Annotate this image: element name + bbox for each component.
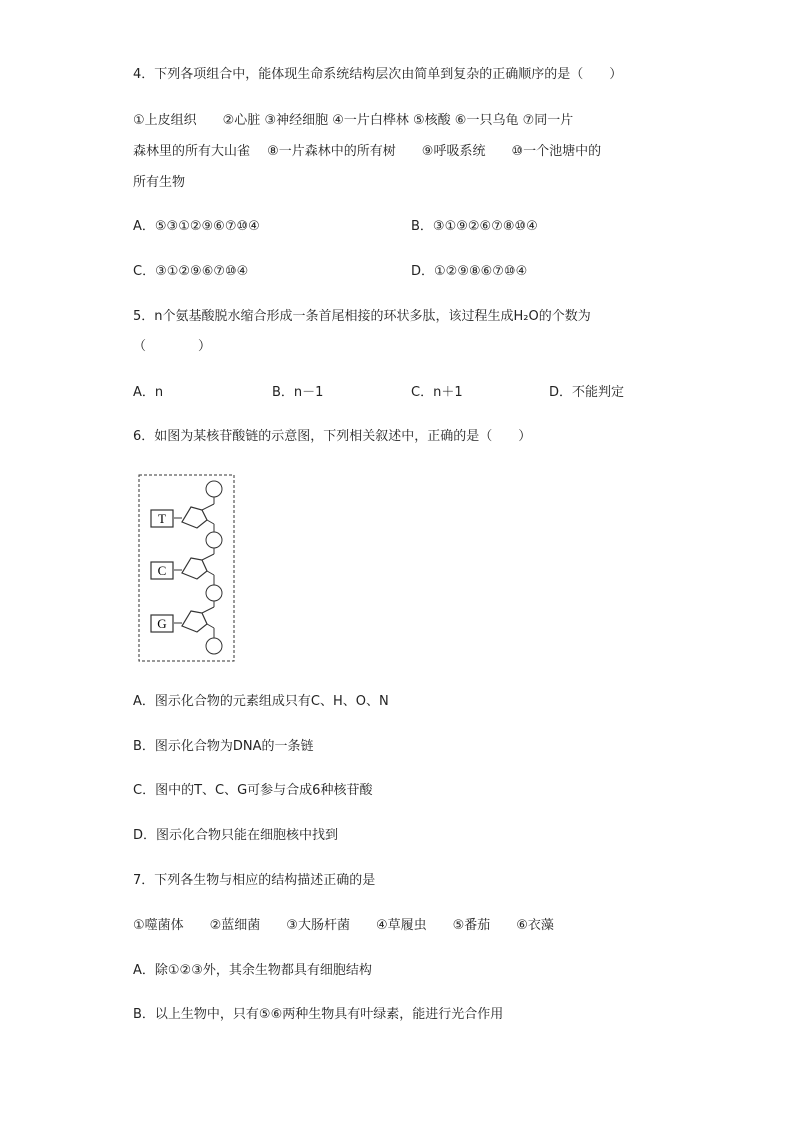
q5-stem: 5．n个氨基酸脱水缩合形成一条首尾相接的环状多肽，该过程生成H₂O的个数为 xyxy=(133,309,591,324)
q4-option-b: B．③①⑨②⑥⑦⑧⑩④ xyxy=(411,219,538,234)
q4-option-c: C．③①②⑨⑥⑦⑩④ xyxy=(133,264,249,279)
bond-line xyxy=(207,571,214,575)
q5-option-c: C．n＋1 xyxy=(411,385,463,400)
q6-option-d: D．图示化合物只能在细胞核中找到 xyxy=(133,828,339,843)
q7-stem: 7．下列各生物与相应的结构描述正确的是 xyxy=(133,873,376,888)
q7-option-a: A．除①②③外，其余生物都具有细胞结构 xyxy=(133,963,372,978)
q5-option-b: B．n－1 xyxy=(272,385,324,400)
q5-option-a: A．n xyxy=(133,385,164,400)
phosphate-circle xyxy=(206,585,222,601)
q4-items-line2: 森林里的所有大山雀 ⑧一片森林中的所有树 ⑨呼吸系统 ⑩一个池塘中的 xyxy=(133,144,602,159)
bond-line xyxy=(202,504,214,510)
pentose-sugar xyxy=(182,558,207,579)
base-label: G xyxy=(157,616,167,631)
q4-option-a: A．⑤③①②⑨⑥⑦⑩④ xyxy=(133,219,260,234)
q4-stem: 4．下列各项组合中，能体现生命系统结构层次由简单到复杂的正确顺序的是（ ） xyxy=(133,67,623,82)
bond-line xyxy=(202,607,214,613)
bond-line xyxy=(207,520,214,524)
q7-option-b: B．以上生物中，只有⑤⑥两种生物具有叶绿素，能进行光合作用 xyxy=(133,1007,504,1022)
base-label: C xyxy=(157,563,167,578)
q4-option-d: D．①②⑨⑧⑥⑦⑩④ xyxy=(411,264,528,279)
q4-items-line1: ①上皮组织 ②心脏 ③神经细胞 ④一片白桦林 ⑤核酸 ⑥一只乌龟 ⑦同一片 xyxy=(133,113,574,128)
phosphate-circle xyxy=(206,481,222,497)
q5-option-d: D．不能判定 xyxy=(549,385,625,400)
bond-line xyxy=(202,554,214,560)
nucleotide-chain-diagram xyxy=(138,474,236,664)
q6-option-b: B．图示化合物为DNA的一条链 xyxy=(133,739,314,754)
q7-items: ①噬菌体 ②蓝细菌 ③大肠杆菌 ④草履虫 ⑤番茄 ⑥衣藻 xyxy=(133,918,554,933)
q6-stem: 6．如图为某核苷酸链的示意图，下列相关叙述中，正确的是（ ） xyxy=(133,429,532,444)
bond-line xyxy=(207,624,214,628)
phosphate-circle xyxy=(206,638,222,654)
q6-option-c: C．图中的T、C、G可参与合成6种核苷酸 xyxy=(133,783,373,798)
pentose-sugar xyxy=(182,611,207,632)
phosphate-circle xyxy=(206,532,222,548)
pentose-sugar xyxy=(182,507,207,528)
q6-option-a: A．图示化合物的元素组成只有C、H、O、N xyxy=(133,694,389,709)
q4-items-line3: 所有生物 xyxy=(133,175,186,190)
base-label: T xyxy=(158,511,166,526)
q5-stem-cont: （ ） xyxy=(133,339,212,354)
